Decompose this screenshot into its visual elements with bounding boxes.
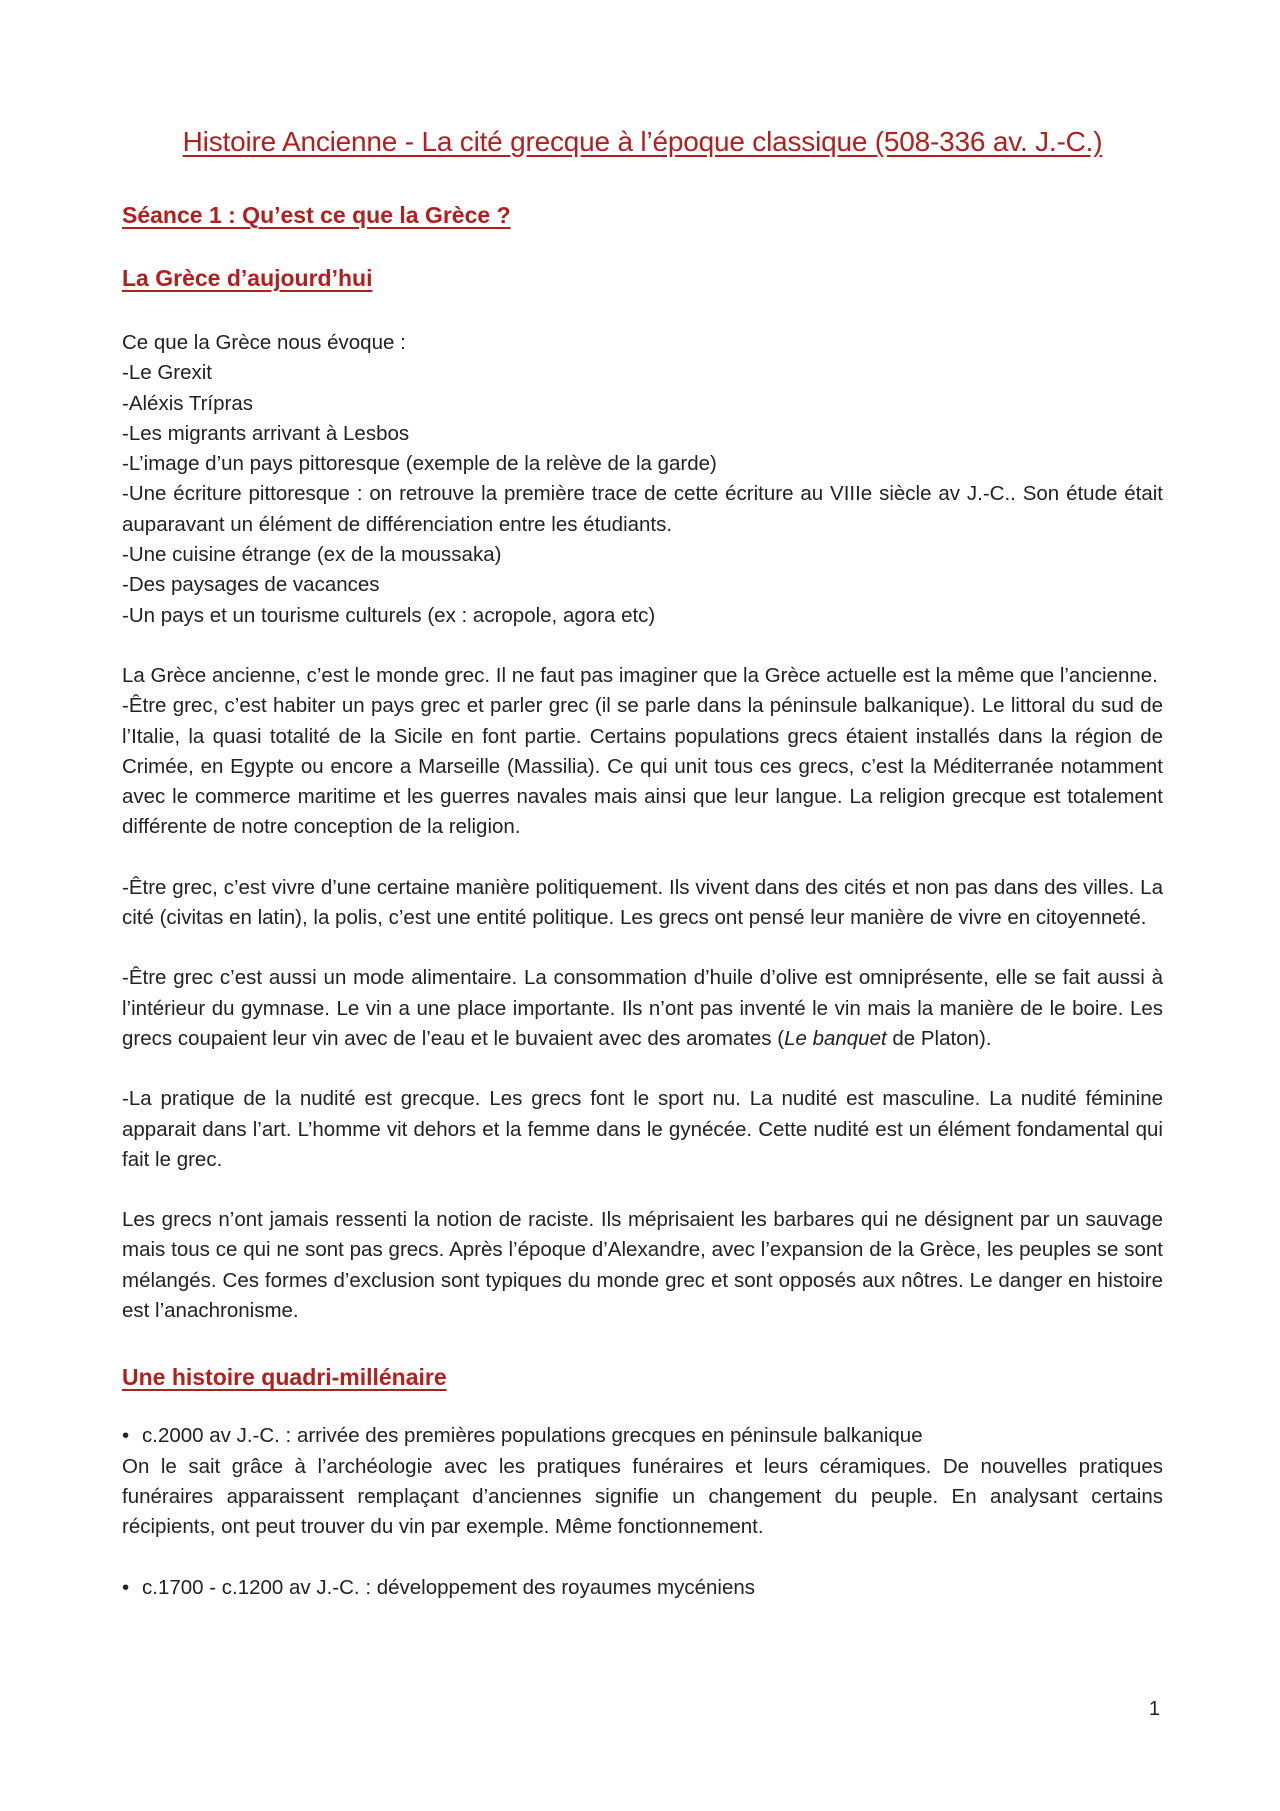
- list-item: -Les migrants arrivant à Lesbos: [122, 421, 410, 445]
- list-item: -Aléxis Trípras: [122, 391, 253, 415]
- bullet-icon: •: [122, 1424, 130, 1448]
- list-item: -Des paysages de vacances: [122, 573, 380, 597]
- document-title: Histoire Ancienne - La cité grecque à l’époque classique (508-336 av. J.-C.): [182, 126, 1103, 157]
- seance-heading: Séance 1 : Qu’est ce que la Grèce ?: [122, 202, 511, 228]
- paragraph-etre-grec-politique: -Être grec, c’est vivre d’une certaine manière politiquement. Ils vivent dans des cités et non pas dans des villes. La cité (civitas en latin), la polis, c’est une entité politique. Les grecs ont pensé leur manière de vivre en citoyenneté.: [122, 875, 1163, 930]
- bullet-text: c.1700 - c.1200 av J.-C. : développement des royaumes mycéniens: [142, 1575, 756, 1599]
- paragraph-nudite: -La pratique de la nudité est grecque. Les grecs font le sport nu. La nudité est masculine. La nudité féminine apparait dans l’art. L’homme vit dehors et la femme dans le gynécée. Cette nudité est un élément fondamental qui fait le grec.: [122, 1087, 1163, 1171]
- list-item: -Une écriture pittoresque : on retrouve la première trace de cette écriture au VIIIe siècle av J.-C.. Son étude était auparavant un élément de différenciation entre les étudiants.: [122, 482, 1163, 536]
- bullet-icon: •: [122, 1575, 130, 1599]
- section-heading-grece-aujourdhui: La Grèce d’aujourd’hui: [122, 265, 373, 291]
- bullet-item-1700: [122, 1573, 1163, 1603]
- page-number: 1: [1148, 1698, 1160, 1720]
- bullet-item-2000: [122, 1421, 1163, 1451]
- list-item: -L’image d’un pays pittoresque (exemple de la relève de la garde): [122, 452, 717, 476]
- paragraph-etre-grec-alimentaire: [122, 963, 1163, 1054]
- evoque-list-block: [122, 328, 1163, 631]
- list-item: -Une cuisine étrange (ex de la moussaka): [122, 543, 502, 567]
- bullet-text: c.2000 av J.-C. : arrivée des premières populations grecques en péninsule balkanique: [142, 1424, 923, 1448]
- paragraph-etre-grec-pays: -Être grec, c’est habiter un pays grec et parler grec (il se parle dans la péninsule balkanique). Le littoral du sud de l’Italie, la quasi totalité de la Sicile en font partie. Certains populations grecs étaient installés dans la région de Crimée, en Egypte ou encore a Marseille (Massilia). Ce qui unit tous ces grecs, c’est la Méditerranée notamment avec le commerce maritime et les guerres navales mais ainsi que leur langue. La religion grecque est totalement différente de notre conception de la religion.: [122, 694, 1163, 839]
- paragraph-archeologie: On le sait grâce à l’archéologie avec les pratiques funéraires et leurs céramiques. De nouvelles pratiques funéraires apparaissent remplaçant d’anciennes signifie un changement du peuple. En analysant certains récipients, ont peut trouver du vin par exemple. Même fonctionnement.: [122, 1454, 1163, 1539]
- list-item: -Un pays et un tourisme culturels (ex : acropole, agora etc): [122, 603, 656, 627]
- paragraph-text: -Être grec c’est aussi un mode alimentaire. La consommation d’huile d’olive est omniprésente, elle se fait aussi à l’intérieur du gymnase. Le vin a une place importante. Ils n’ont pas inventé le vin mais la manière de le boire. Les grecs coupaient leur vin avec de l’eau et le buvaient avec des aromates (: [122, 966, 1163, 1050]
- paragraph-text: de Platon).: [886, 1026, 992, 1050]
- paragraph-racisme: Les grecs n’ont jamais ressenti la notion de raciste. Ils méprisaient les barbares qui ne désignent par un sauvage mais tous ce qui ne sont pas grecs. Après l’époque d’Alexandre, avec l’expansion de la Grèce, les peuples se sont mélangés. Ces formes d’exclusion sont typiques du monde grec et sont opposés aux nôtres. Le danger en histoire est l’anachronisme.: [122, 1208, 1163, 1323]
- evoque-intro: Ce que la Grèce nous évoque :: [122, 331, 406, 354]
- paragraph-grece-ancienne: La Grèce ancienne, c’est le monde grec. Il ne faut pas imaginer que la Grèce actuelle est la même que l’ancienne.: [122, 663, 1158, 687]
- book-title-banquet: Le banquet: [784, 1026, 887, 1050]
- section-heading-histoire-quadri-millenaire: Une histoire quadri-millénaire: [122, 1364, 447, 1391]
- list-item: -Le Grexit: [122, 361, 212, 385]
